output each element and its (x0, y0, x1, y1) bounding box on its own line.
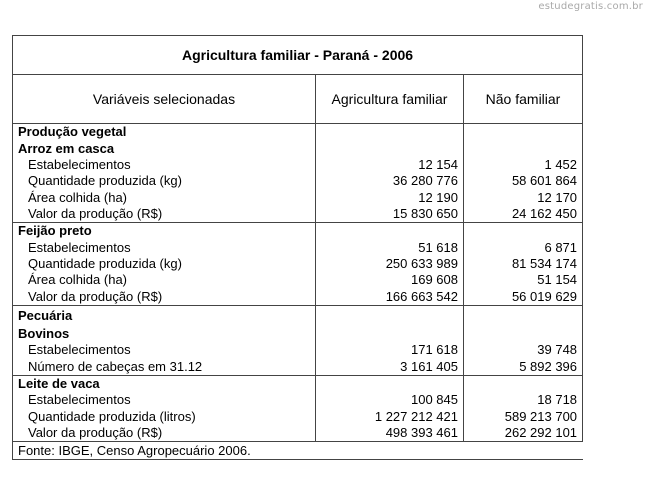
table-title-row (13, 36, 583, 75)
data-table (12, 35, 583, 460)
table-row (13, 189, 583, 205)
table-row (13, 272, 583, 288)
value-nao-familiar: 5 892 396 (464, 358, 583, 375)
table-row (13, 206, 583, 223)
value-agricultura-familiar: 3 161 405 (316, 358, 464, 375)
value-nao-familiar: 81 534 174 (464, 256, 583, 272)
value-agricultura-familiar (316, 305, 464, 326)
table-row (13, 288, 583, 305)
row-label: Estabelecimentos (13, 157, 316, 173)
row-label: Bovinos (13, 326, 316, 342)
table-row (13, 305, 583, 326)
value-nao-familiar: 51 154 (464, 272, 583, 288)
value-nao-familiar (464, 305, 583, 326)
value-agricultura-familiar: 15 830 650 (316, 206, 464, 223)
table-row (13, 409, 583, 425)
value-nao-familiar (464, 326, 583, 342)
table-row (13, 124, 583, 141)
row-label: Área colhida (ha) (13, 272, 316, 288)
row-label: Estabelecimentos (13, 239, 316, 255)
value-nao-familiar: 39 748 (464, 342, 583, 358)
source-note: Fonte: IBGE, Censo Agropecuário 2006. (13, 442, 583, 460)
row-label: Valor da produção (R$) (13, 288, 316, 305)
row-label: Quantidade produzida (kg) (13, 173, 316, 189)
table-row (13, 223, 583, 240)
table-header-row (13, 75, 583, 124)
value-nao-familiar: 24 162 450 (464, 206, 583, 223)
row-label: Estabelecimentos (13, 392, 316, 408)
table-row (13, 425, 583, 442)
value-agricultura-familiar (316, 124, 464, 141)
row-label: Estabelecimentos (13, 342, 316, 358)
row-label: Quantidade produzida (kg) (13, 256, 316, 272)
value-agricultura-familiar: 498 393 461 (316, 425, 464, 442)
table-row (13, 239, 583, 255)
table-row (13, 392, 583, 408)
row-label: Leite de vaca (13, 375, 316, 392)
value-nao-familiar: 12 170 (464, 189, 583, 205)
table-row (13, 358, 583, 375)
row-label: Pecuária (13, 305, 316, 326)
value-nao-familiar: 58 601 864 (464, 173, 583, 189)
row-label: Arroz em casca (13, 140, 316, 156)
value-nao-familiar: 18 718 (464, 392, 583, 408)
value-agricultura-familiar: 1 227 212 421 (316, 409, 464, 425)
value-agricultura-familiar: 12 190 (316, 189, 464, 205)
value-nao-familiar: 1 452 (464, 157, 583, 173)
value-nao-familiar: 6 871 (464, 239, 583, 255)
value-agricultura-familiar (316, 326, 464, 342)
value-agricultura-familiar: 36 280 776 (316, 173, 464, 189)
value-agricultura-familiar: 169 608 (316, 272, 464, 288)
table-row (13, 140, 583, 156)
row-label: Área colhida (ha) (13, 189, 316, 205)
value-agricultura-familiar: 100 845 (316, 392, 464, 408)
value-agricultura-familiar: 171 618 (316, 342, 464, 358)
table-row (13, 173, 583, 189)
table-body (13, 124, 583, 442)
table-row (13, 326, 583, 342)
row-label: Feijão preto (13, 223, 316, 240)
value-agricultura-familiar: 51 618 (316, 239, 464, 255)
table-row (13, 157, 583, 173)
row-label: Produção vegetal (13, 124, 316, 141)
row-label: Número de cabeças em 31.12 (13, 358, 316, 375)
table-title: Agricultura familiar - Paraná - 2006 (13, 36, 583, 75)
table-row (13, 342, 583, 358)
value-agricultura-familiar: 12 154 (316, 157, 464, 173)
value-nao-familiar: 262 292 101 (464, 425, 583, 442)
row-label: Valor da produção (R$) (13, 206, 316, 223)
value-agricultura-familiar (316, 140, 464, 156)
table-row (13, 375, 583, 392)
value-nao-familiar (464, 140, 583, 156)
value-agricultura-familiar (316, 223, 464, 240)
value-agricultura-familiar (316, 375, 464, 392)
value-agricultura-familiar: 250 633 989 (316, 256, 464, 272)
header-nao-familiar: Não familiar (464, 75, 583, 124)
value-nao-familiar: 56 019 629 (464, 288, 583, 305)
value-nao-familiar (464, 223, 583, 240)
watermark: estudegratis.com.br (538, 1, 643, 12)
value-nao-familiar (464, 124, 583, 141)
value-agricultura-familiar: 166 663 542 (316, 288, 464, 305)
value-nao-familiar: 589 213 700 (464, 409, 583, 425)
header-variaveis: Variáveis selecionadas (13, 75, 316, 124)
table-footer-row (13, 442, 583, 460)
value-nao-familiar (464, 375, 583, 392)
row-label: Valor da produção (R$) (13, 425, 316, 442)
table-row (13, 256, 583, 272)
row-label: Quantidade produzida (litros) (13, 409, 316, 425)
header-agricultura-familiar: Agricultura familiar (316, 75, 464, 124)
